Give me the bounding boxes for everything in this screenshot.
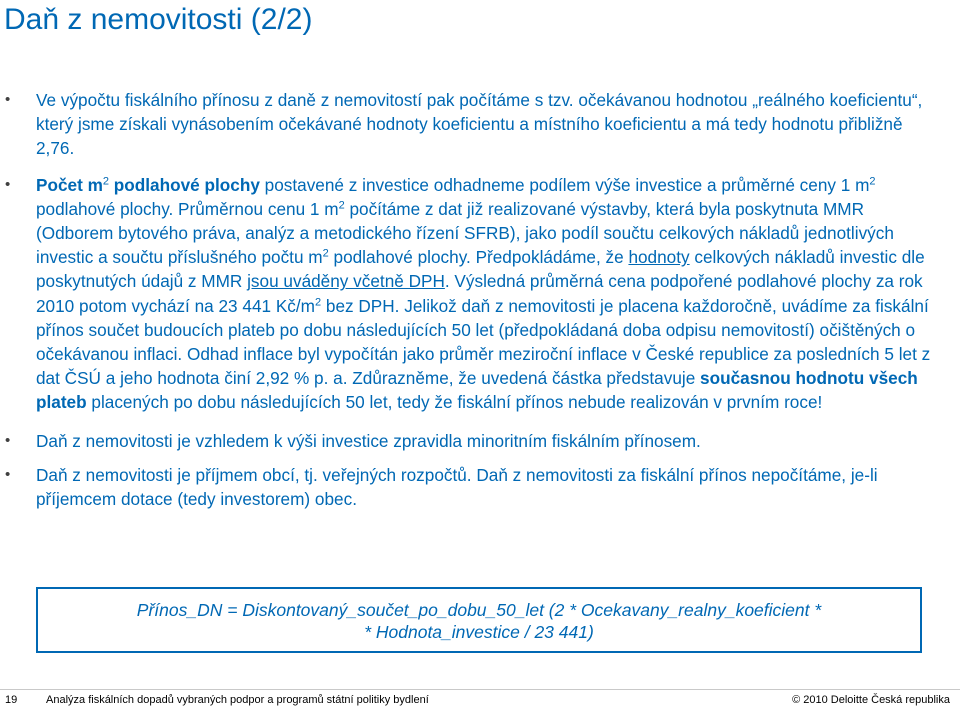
bullet-item (0, 173, 960, 415)
superscript: 2 (322, 247, 329, 260)
underlined-text-values: hodnoty (628, 247, 690, 268)
emphasis-floor-area-2: podlahové plochy (109, 174, 260, 195)
bullet-text: celkových nákladů investic dle poskytnutých údajů z MMR (36, 247, 925, 292)
footer-divider (0, 689, 960, 690)
superscript: 2 (869, 174, 876, 187)
bullet-item (0, 463, 960, 511)
bullet-text-municipal-income: Daň z nemovitosti je příjmem obcí, tj. veřejných rozpočtů. Daň z nemovitosti za fiskální přínos nepočítáme, je-li příjemcem dotace (tedy investorem) obec. (36, 464, 878, 510)
bullet-marker: • (5, 91, 11, 108)
underlined-text-including-vat: jsou uváděny včetně DPH (247, 271, 445, 292)
footer-title: Analýza fiskálních dopadů vybraných podpor a programů státní politiky bydlení (46, 694, 429, 706)
bullet-text: bez DPH. Jelikož daň z nemovitosti je placena každoročně, uvádíme za fiskální přínos součet budoucích plateb po dobu následujících 50 let (předpokládaná doba odpisu nemovitostí) očištěných o očekávanou inflaci. Odhad inflace byl vypočítán jako průměr meziroční inflace v České republice za posledních 5 let z dat ČSÚ a jeho hodnota činí 2,92 % p. a. Zdůrazněme, že uvedená částka představuje (36, 295, 931, 389)
bullet-item (0, 429, 960, 453)
emphasis-floor-area: Počet m (36, 174, 103, 195)
bullet-text-minor-benefit: Daň z nemovitosti je vzhledem k výši investice zpravidla minoritním fiskálním přínosem. (36, 430, 701, 451)
footer-copyright: © 2010 Deloitte Česká republika (792, 694, 950, 706)
superscript: 2 (338, 199, 345, 212)
superscript: 2 (102, 174, 109, 187)
bullet-marker: • (5, 431, 11, 449)
slide-title: Daň z nemovitosti (2/2) (4, 3, 313, 36)
emphasis-present-value: současnou hodnotu všech plateb (36, 368, 918, 413)
bullet-marker: • (5, 465, 11, 483)
bullet-marker: • (5, 175, 11, 193)
formula (38, 599, 920, 643)
formula-box (36, 587, 922, 653)
bullet-text: . Výsledná průměrná cena podpořené podlahové plochy za rok 2010 potom vychází na 23 441 Kč/m (36, 271, 923, 316)
bullet-text-reality-coefficient: Ve výpočtu fiskálního přínosu z daně z nemovitostí pak počítáme s tzv. očekávanou hodnotou „reálného koeficientu“, který jsme získali vynásobením očekávané hodnoty koeficientu a místního koeficientu a má tedy hodnotu přibližně 2,76. (36, 90, 923, 159)
bullet-list (0, 88, 960, 523)
superscript: 2 (315, 295, 322, 308)
formula-line-2: * Hodnota_investice / 23 441) (364, 622, 594, 642)
bullet-text: placených po dobu následujících 50 let, tedy že fiskální přínos nebude realizován v prvním roce! (86, 392, 823, 413)
bullet-text: podlahové plochy. Průměrnou cenu 1 m (36, 198, 339, 219)
page-number: 19 (5, 694, 18, 706)
formula-line-1: Přínos_DN = Diskontovaný_součet_po_dobu_50_let (2 * Ocekavany_realny_koeficient * (136, 600, 822, 620)
bullet-text: podlahové plochy. Předpokládáme, že (328, 247, 629, 268)
bullet-text: počítáme z dat již realizované výstavby, která byla poskytnuta MMR (Odborem bytového práva, analýz a metodického řízení SFRB), jako podíl součtu celkových nákladů jednotlivých investic a součtu příslušného počtu m (36, 198, 894, 268)
bullet-text: postavené z investice odhadneme podílem výše investice a průměrné ceny 1 m (259, 174, 870, 195)
bullet-item (0, 88, 960, 161)
